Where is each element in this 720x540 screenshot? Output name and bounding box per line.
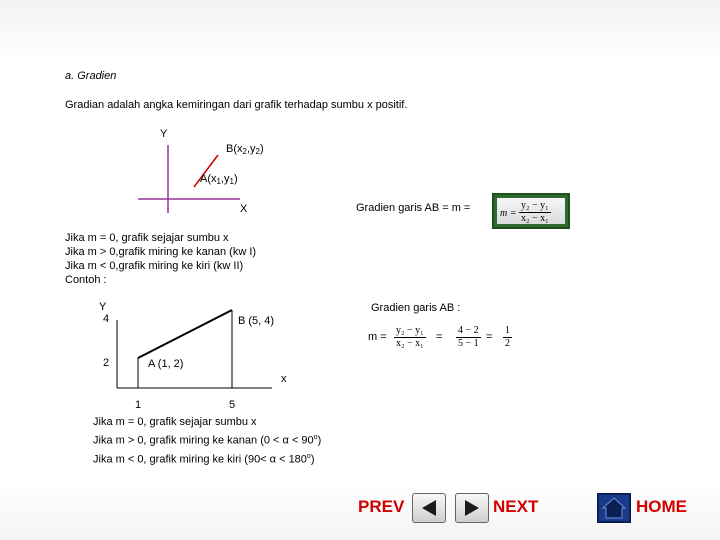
formula-2-fraction-2 <box>456 325 481 350</box>
home-icon <box>599 495 629 521</box>
formula-1-m: m = <box>500 208 517 219</box>
formula-1-label: Gradien garis AB = m = <box>356 202 471 214</box>
formula-2-f1-numerator: y₂ − y₁ <box>396 325 424 336</box>
formula-2-f3-denominator: 2 <box>505 338 510 349</box>
formula-2-label: Gradien garis AB : <box>371 302 461 314</box>
formula-2-f2-numerator: 4 − 2 <box>458 325 479 336</box>
diagram-1-x-label: X <box>240 203 248 215</box>
rule-1-line-3: Jika m < 0,grafik miring ke kiri (kw II) <box>65 260 244 272</box>
next-label[interactable]: NEXT <box>493 497 539 516</box>
rule-1-line-4: Contoh : <box>65 274 107 286</box>
prev-label[interactable]: PREV <box>358 497 405 516</box>
section-heading: a. Gradien <box>65 70 117 82</box>
formula-2-f1-denominator: x₂ − x₁ <box>396 338 424 349</box>
formula-1-fraction <box>519 200 551 225</box>
rule-1-line-2: Jika m > 0,grafik miring ke kanan (kw I) <box>65 246 257 258</box>
formula-1-numerator: y₂ − y₁ <box>521 200 549 211</box>
diagram-2-x-label: x <box>281 373 287 385</box>
rules-1 <box>65 231 256 287</box>
formula-1-box <box>492 193 570 229</box>
home-button[interactable] <box>597 493 631 523</box>
formula-1-inner <box>497 198 565 224</box>
arrow-left-icon <box>413 494 445 522</box>
next-button[interactable] <box>455 493 489 523</box>
prev-button[interactable] <box>412 493 446 523</box>
rule-2-line-3: Jika m < 0, grafik miring ke kiri $(90< \alpha < 180^o)$ <box>93 452 315 466</box>
rule-2-line-2: Jika m > 0, grafik miring ke kanan $(0 < \alpha < 90^o)$ <box>93 434 322 447</box>
diagram-2-x-tick-5: 5 <box>229 399 236 411</box>
rule-1-line-1: Jika m = 0, grafik sejajar sumbu x <box>65 232 229 244</box>
formula-2-f3-numerator: 1 <box>505 325 510 336</box>
formula-2-m: m = <box>368 331 387 343</box>
diagram-2-y-label: Y <box>99 301 107 313</box>
diagram-2-y-tick-2: 2 <box>103 357 110 369</box>
diagram-2-line-ab <box>138 310 232 358</box>
formula-2-equals-2: = <box>486 331 493 343</box>
rules-2 <box>93 415 321 467</box>
diagram-1-point-b-label: $B(x_2,y_2)$ <box>226 143 264 156</box>
home-label[interactable]: HOME <box>636 497 687 516</box>
diagram-2-y-tick-4: 4 <box>103 313 110 325</box>
alpha-symbol: α <box>282 434 289 447</box>
diagram-1-point-a-label: $A(x_1,y_1)$ <box>200 173 238 186</box>
intro-text: Gradian adalah angka kemiringan dari grafik terhadap sumbu x positif. <box>65 99 408 111</box>
formula-2-equals-1: = <box>436 331 443 343</box>
diagram-1-y-label: Y <box>160 128 168 140</box>
formula-2-fraction-1 <box>394 325 426 350</box>
diagram-2-x-tick-1: 1 <box>135 399 142 411</box>
formula-1-denominator: x₂ − x₁ <box>521 213 549 224</box>
formula-2-f2-denominator: 5 − 1 <box>458 338 479 349</box>
diagram-2-point-a-label: A (1, 2) <box>148 358 184 370</box>
formula-2-fraction-3 <box>503 325 512 350</box>
arrow-right-icon <box>456 494 488 522</box>
rule-2-line-1: Jika m = 0, grafik sejajar sumbu x <box>93 416 257 428</box>
diagram-2-point-b-label: B (5, 4) <box>238 315 275 327</box>
alpha-symbol: α <box>269 453 277 466</box>
